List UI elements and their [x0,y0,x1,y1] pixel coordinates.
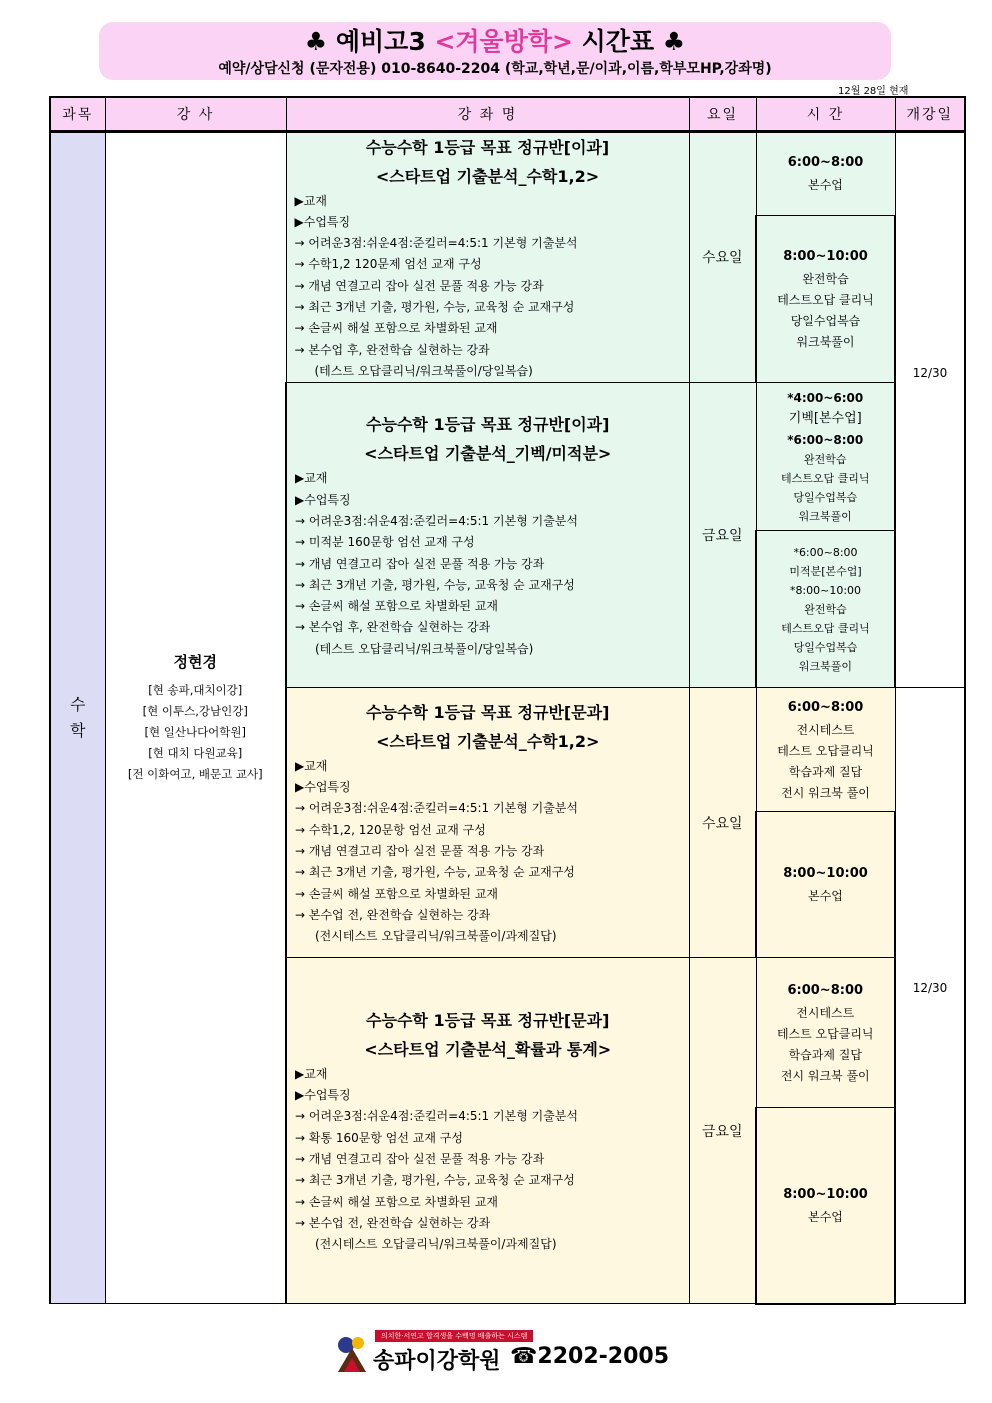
title-accent: <겨울방학> [434,27,573,56]
contact-info: 예약/상담신청 (문자전용) 010-8640-2204 (학교,학년,문/이과,이름,학부모HP,강좌명) [218,61,772,77]
footer-tagline: 의치한·서연고 합격생을 수백명 배출하는 시스템 [375,1330,533,1342]
day-cell: 금요일 [689,958,756,1304]
teacher-credential: [현 이투스,강남인강] [142,703,248,718]
time-slot: *6:00~8:00 미적분[본수업] *8:00~10:00 완전학습 테스트오답 클리닉 당일수업복습 워크북풀이 [756,531,895,688]
schedule-table [49,96,966,1305]
footer [328,1330,668,1382]
time-slot: 8:00~10:00 본수업 [756,812,895,958]
academy-name: 송파이강학원 [373,1349,501,1374]
open-date-cell [895,688,965,1304]
teacher-credential: [전 이화여고, 배문고 교사] [127,766,263,781]
day-cell: 수요일 [689,688,756,958]
col-course: 강 좌 명 [286,97,689,131]
time-slot: 8:00~10:00 본수업 [756,1108,895,1304]
open-date: 12/30 [912,365,948,380]
open-date: 12/30 [912,981,948,996]
course-cell: 수능수학 1등급 목표 정규반[이과] <스타트업 기출분석_수학1,2> ▶교재 ▶수업특징 → 어려운3점:쉬운4점:준킬러=4:5:1 기본형 기출분석 → 수학1,2 120문제 엄선 교재 구성 → 개념 연결고리 잡아 실전 문풀 적용 가능 강좌 → 최근 3개년 기출, 평가원, 수능, 교육청 순 교재구성 → 손글씨 해설 포함으로 차별화된 교재 → 본수업 후, 완전학습 실현하는 강좌 (테스트 오답클리닉/워크북풀이/당일복습) [286,131,689,383]
academy-logo-icon [332,1334,372,1380]
teacher-credential: [현 일산나다어학원] [144,724,246,739]
course-cell: 수능수학 1등급 목표 정규반[문과] <스타트업 기출분석_수학1,2> ▶교재 ▶수업특징 → 어려운3점:쉬운4점:준킬러=4:5:1 기본형 기출분석 → 수학1,2, 120문항 엄선 교재 구성 → 개념 연결고리 잡아 실전 문풀 적용 가능 강좌 → 최근 3개년 기출, 평가원, 수능, 교육청 순 교재구성 → 손글씨 해설 포함으로 차별화된 교재 → 본수업 전, 완전학습 실현하는 강좌 (전시테스트 오답클리닉/워크북풀이/과제질답) [286,688,689,958]
time-slot: 6:00~8:00 본수업 [756,131,895,216]
academy-phone: ☎2202-2005 [510,1344,669,1369]
col-open: 개강일 [895,97,965,131]
teacher-credential: [현 대치 다원교육] [148,745,243,760]
teacher-name: 정현경 [173,652,217,671]
title-banner [99,22,891,80]
header-row [50,97,965,131]
open-date-cell [895,131,965,688]
time-slot: 8:00~10:00 완전학습 테스트오답 클리닉 당일수업복습 워크북풀이 [756,216,895,383]
page-title: ♣ 예비고3 <겨울방학> 시간표 ♣ [304,27,686,56]
time-slot: 6:00~8:00 전시테스트 테스트 오답클리닉 학습과제 질답 전시 워크북 풀이 [756,958,895,1108]
day-cell: 금요일 [689,383,756,688]
col-subject: 과목 [50,97,105,131]
day-cell: 수요일 [689,131,756,383]
col-time: 시 간 [756,97,895,131]
subject-cell: 수 학 [50,131,105,1304]
teacher-cell [105,131,286,1304]
teacher-credential: [현 송파,대치이강] [148,682,243,697]
col-day: 요일 [689,97,756,131]
as-of-date: 12월 28일 현재 [838,86,909,97]
course-cell: 수능수학 1등급 목표 정규반[이과] <스타트업 기출분석_기벡/미적분> ▶교재 ▶수업특징 → 어려운3점:쉬운4점:준킬러=4:5:1 기본형 기출분석 → 미적분 160문항 엄선 교재 구성 → 개념 연결고리 잡아 실전 문풀 적용 가능 강좌 → 최근 3개년 기출, 평가원, 수능, 교육청 순 교재구성 → 손글씨 해설 포함으로 차별화된 교재 → 본수업 후, 완전학습 실현하는 강좌 (테스트 오답클리닉/워크북풀이/당일복습) [286,383,689,688]
time-slot: 6:00~8:00 전시테스트 테스트 오답클리닉 학습과제 질답 전시 워크북 풀이 [756,688,895,812]
time-slot: *4:00~6:00 기벡[본수업] *6:00~8:00 완전학습 테스트오답 클리닉 당일수업복습 워크북풀이 [756,383,895,531]
col-teacher: 강 사 [105,97,286,131]
course-cell: 수능수학 1등급 목표 정규반[문과] <스타트업 기출분석_확률과 통계> ▶교재 ▶수업특징 → 어려운3점:쉬운4점:준킬러=4:5:1 기본형 기출분석 → 확통 160문항 엄선 교재 구성 → 개념 연결고리 잡아 실전 문풀 적용 가능 강좌 → 최근 3개년 기출, 평가원, 수능, 교육청 순 교재구성 → 손글씨 해설 포함으로 차별화된 교재 → 본수업 전, 완전학습 실현하는 강좌 (전시테스트 오답클리닉/워크북풀이/과제질답) [286,958,689,1304]
